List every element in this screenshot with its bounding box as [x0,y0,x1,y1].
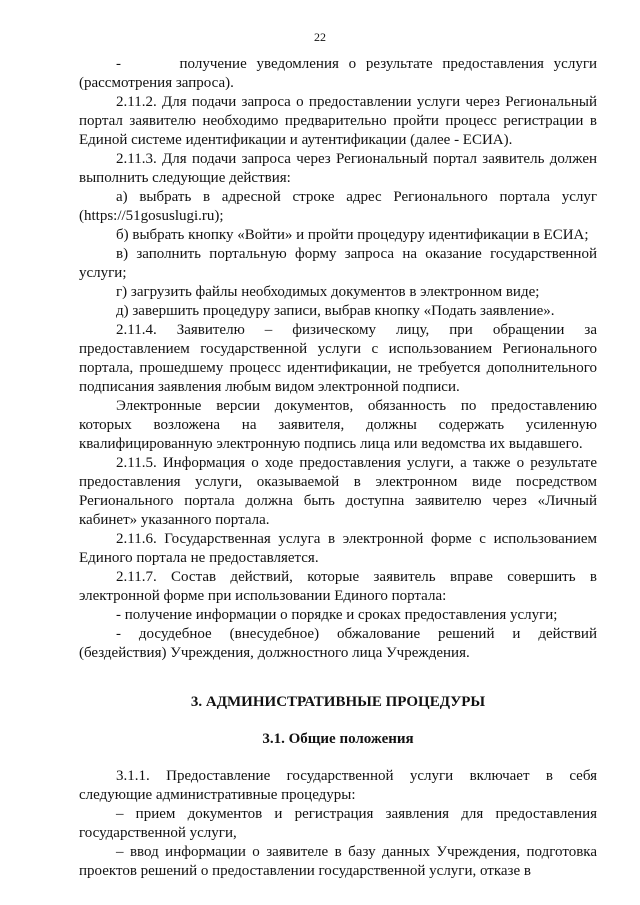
list-item-g: г) загрузить файлы необходимых документов в электронном виде; [116,284,540,300]
list-item-d: д) завершить процедуру записи, выбрав кнопку «Подать заявление». [116,303,555,319]
paragraph-2-11-2: 2.11.2. Для подачи запроса о предоставлении услуги через Региональный портал заявителю необходимо предварительно пройти процесс регистрации в Единой системе идентификации и аутентификации (далее - ЕСИА). [79,94,597,148]
paragraph-notification: - получение уведомления о результате предоставления услуги (рассмотрения запроса). [79,56,597,91]
paragraph-3-1-1: 3.1.1. Предоставление государственной услуги включает в себя следующие административные процедуры: [79,768,597,803]
list-item-b: б) выбрать кнопку «Войти» и пройти процедуру идентификации в ЕСИА; [116,227,589,243]
paragraph-2-11-5: 2.11.5. Информация о ходе предоставления услуги, а также о результате предоставления услуги, оказываемой в электронном виде посредством Регионального портала должна быть доступна заявителю через «Личный кабинет» указанного портала. [79,455,597,528]
paragraph-2-11-3: 2.11.3. Для подачи запроса через Региональный портал заявитель должен выполнить следующие действия: [79,151,597,186]
list-item-data-entry: – ввод информации о заявителе в базу данных Учреждения, подготовка проектов решений о предоставлении государственной услуги, отказе в [79,844,597,879]
list-item-appeal: - досудебное (внесудебное) обжалование решений и действий (бездействия) Учреждения, должностного лица Учреждения. [79,626,597,661]
page-number: 22 [314,30,326,44]
list-item-v: в) заполнить портальную форму запроса на оказание государственной услуги; [79,246,597,281]
section-heading: 3. АДМИНИСТРАТИВНЫЕ ПРОЦЕДУРЫ [190,694,486,710]
document-body [79,55,597,881]
paragraph-2-11-7: 2.11.7. Состав действий, которые заявитель вправе совершить в электронной форме при использовании Единого портала: [79,569,597,604]
subsection-heading: 3.1. Общие положения [262,731,414,747]
list-item-a: а) выбрать в адресной строке адрес Регионального портала услуг (https://51gosuslugi.ru); [79,189,597,224]
list-item-reception: – прием документов и регистрация заявления для предоставления государственной услуги, [79,806,597,841]
paragraph-2-11-6: 2.11.6. Государственная услуга в электронной форме с использованием Единого портала не предоставляется. [79,531,597,566]
paragraph-electronic-versions: Электронные версии документов, обязанность по предоставлению которых возложена на заявителя, должны содержать усиленную квалифицированную электронную подпись лица или ведомства их выдавшего. [79,398,597,452]
paragraph-2-11-4: 2.11.4. Заявителю – физическому лицу, при обращении за предоставлением государственной услуги с использованием Регионального портала, прошедшему процесс идентификации, не требуется дополнительного подписания заявления любым видом электронной подписи. [79,322,597,395]
list-item-info: - получение информации о порядке и сроках предоставления услуги; [116,607,558,623]
